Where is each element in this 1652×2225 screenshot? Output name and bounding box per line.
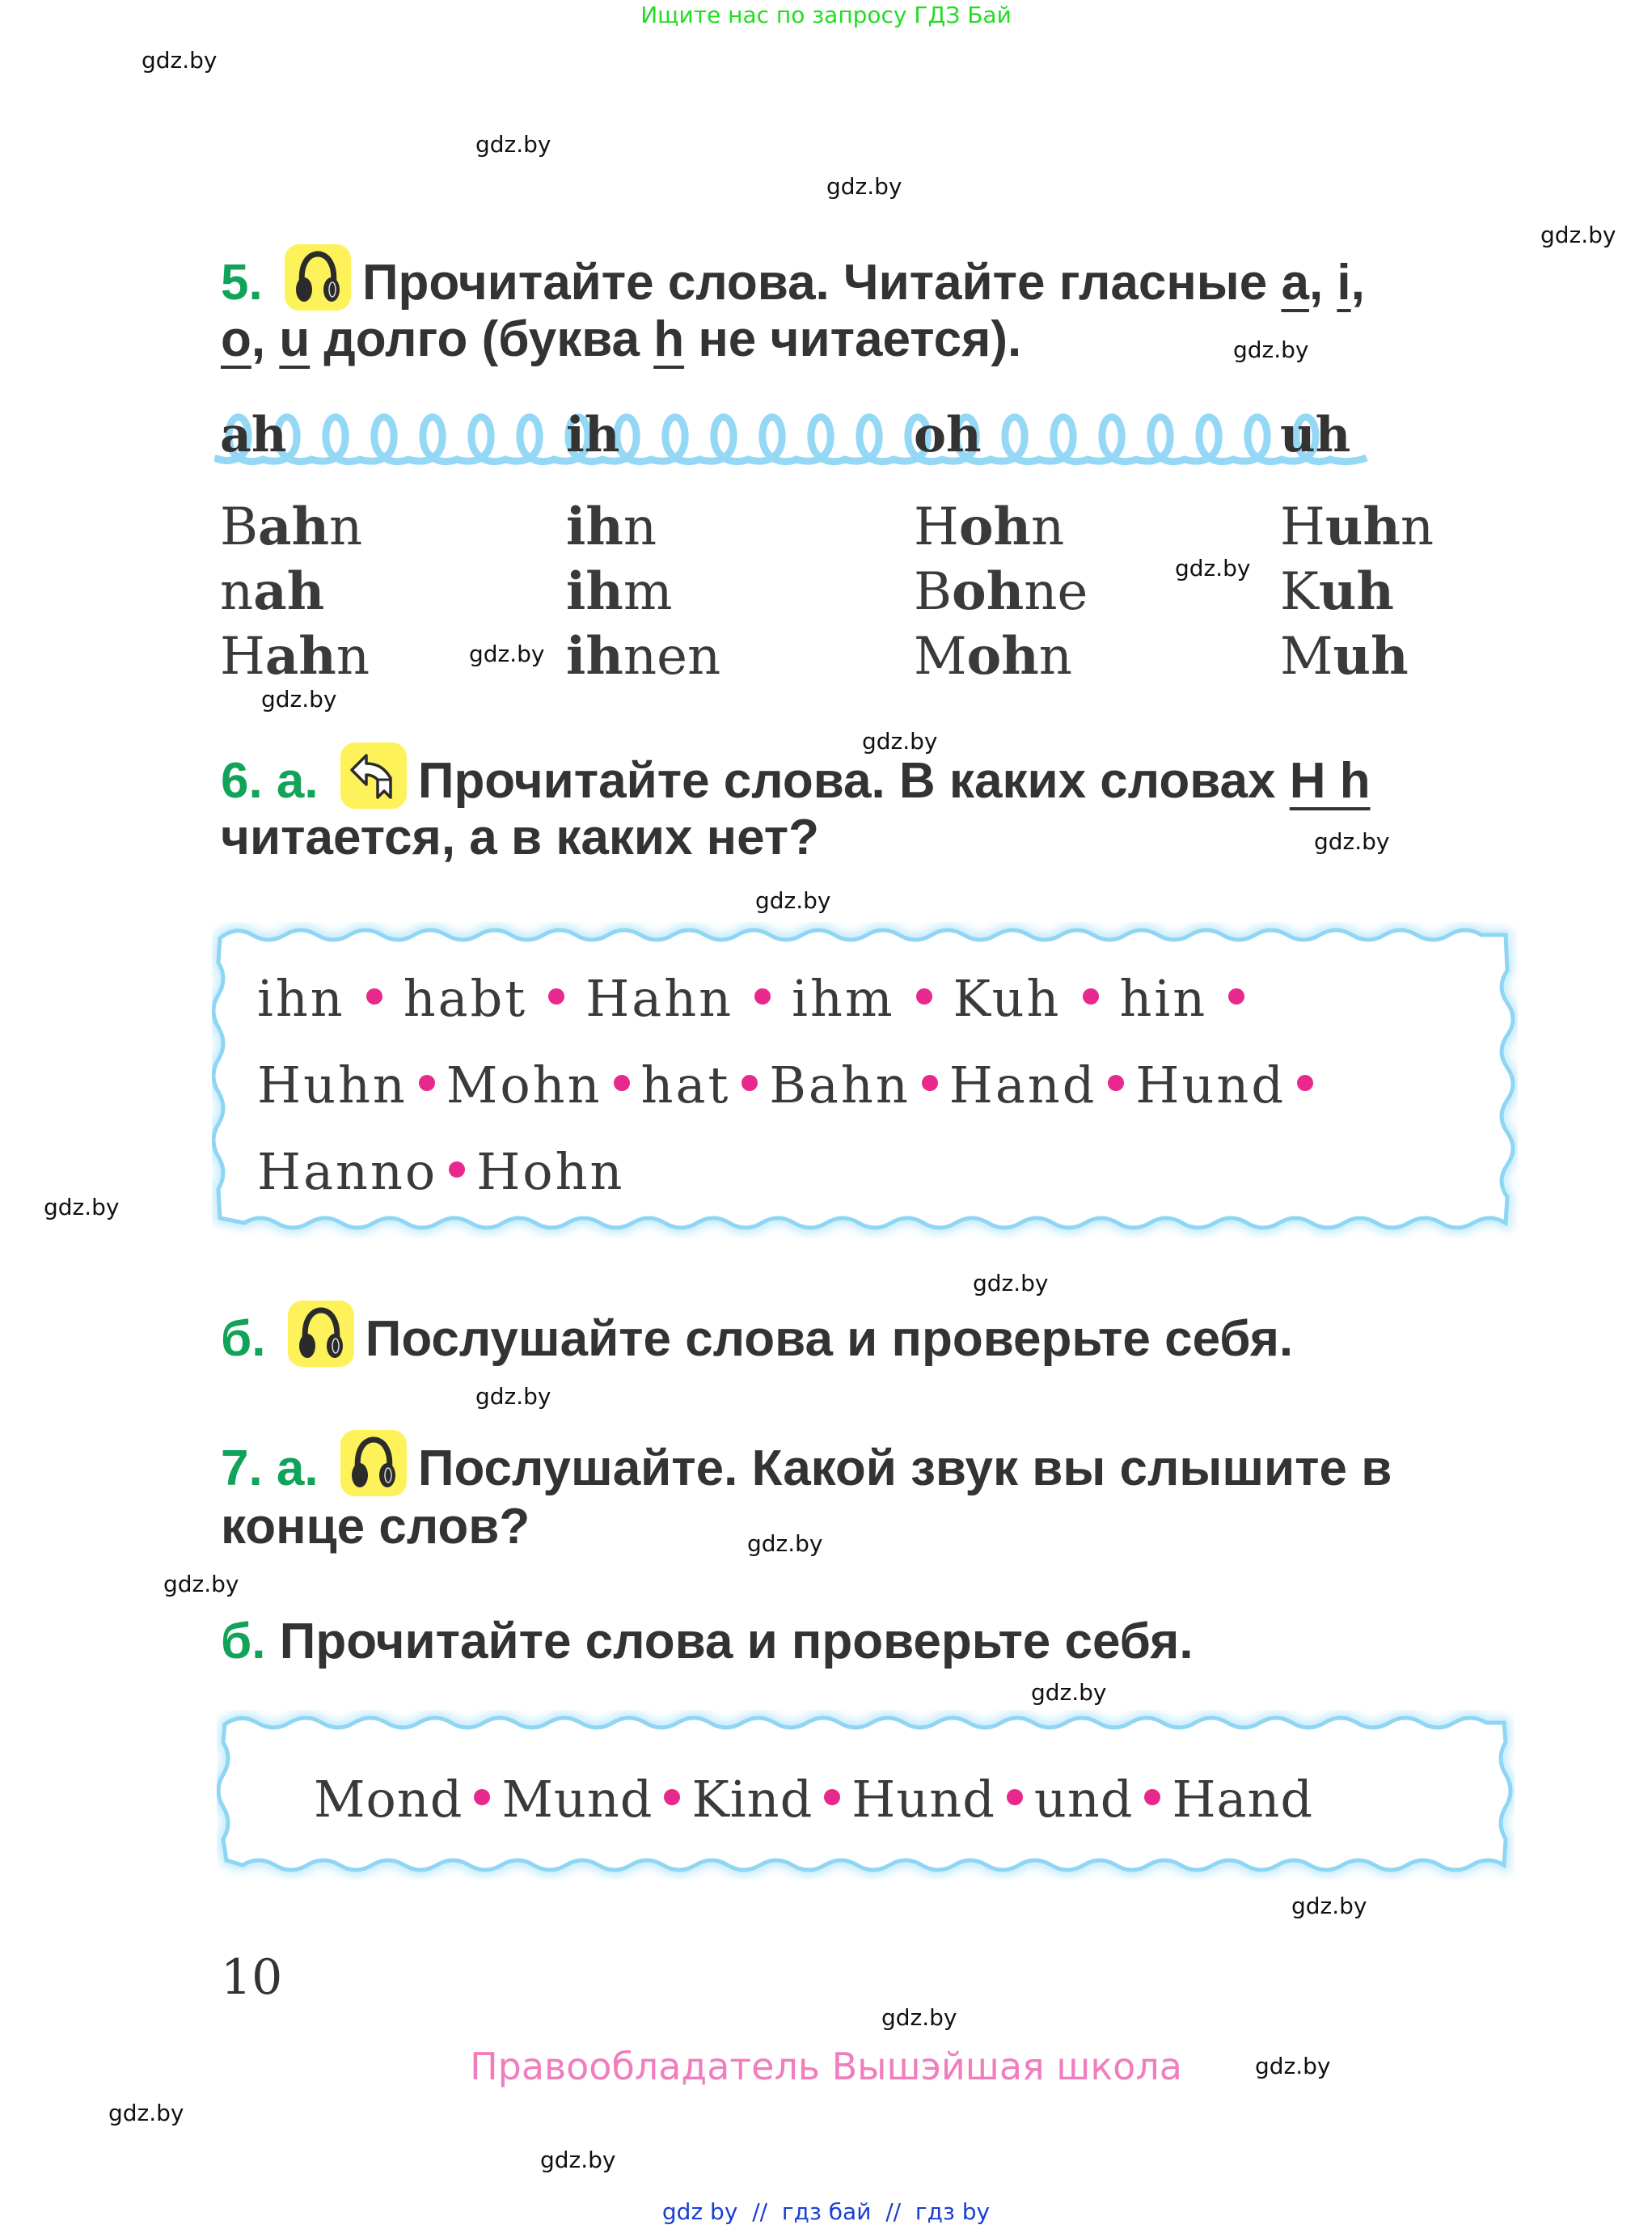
separator: , (1308, 255, 1337, 311)
footer-link-gdz-bai[interactable]: гдз бай (781, 2198, 872, 2225)
watermark: gdz.by (261, 686, 337, 713)
task6a-text: Прочитайте слова. В каких словах (417, 753, 1290, 809)
watermark: gdz.by (973, 1270, 1049, 1297)
task7b (221, 1610, 1194, 1674)
task-number: б. (221, 1311, 266, 1367)
separator: , (1350, 255, 1365, 311)
headphones-icon[interactable] (288, 1301, 354, 1367)
word: Mund (501, 1770, 653, 1829)
word: Hund (851, 1770, 995, 1829)
word: Hahn (585, 969, 734, 1028)
bullet-dot (1083, 988, 1099, 1005)
word-row (257, 969, 1265, 1028)
bullet-dot (916, 988, 932, 1005)
watermark: gdz.by (163, 1571, 239, 1597)
word-column-ah (220, 495, 370, 689)
task7b-text: Прочитайте слова и проверьте себя. (279, 1614, 1194, 1669)
separator: // (885, 2198, 902, 2225)
word: Kuh (1280, 561, 1394, 622)
headphones-icon[interactable] (285, 244, 351, 311)
letters-H-h: H h (1289, 753, 1371, 809)
word: ihn (566, 497, 657, 557)
copyright-holder: Правообладатель Вышэйшая школа (470, 2045, 1182, 2088)
column-header-ih: ih (566, 407, 620, 463)
page-number: 10 (221, 1949, 283, 2006)
bullet-dot (419, 1075, 435, 1091)
word: habt (403, 969, 528, 1028)
word: Mond (314, 1770, 463, 1829)
word: Huhn (257, 1055, 408, 1115)
separator: , (251, 311, 280, 367)
word: Bohne (914, 561, 1088, 622)
watermark: gdz.by (862, 728, 938, 755)
word: Hund (1135, 1055, 1287, 1115)
vowel-i: i (1337, 255, 1351, 311)
search-hint: Ищите нас по запросу ГДЗ Бай (640, 2, 1012, 28)
word: ihn (257, 969, 345, 1028)
word: Muh (1280, 626, 1409, 687)
word: Mohn (914, 626, 1072, 687)
word-row (257, 1055, 1325, 1115)
bullet-dot (754, 988, 771, 1005)
watermark: gdz.by (1255, 2053, 1331, 2079)
watermark: gdz.by (747, 1530, 823, 1557)
word: ihnen (566, 626, 721, 687)
bullet-dot (449, 1161, 465, 1178)
column-header-oh: oh (914, 407, 982, 463)
bullet-dot (922, 1075, 938, 1091)
watermark: gdz.by (1540, 222, 1616, 248)
bullet-dot (1297, 1075, 1313, 1091)
loop-line-decoration (214, 401, 1371, 466)
headphones-icon[interactable] (340, 1430, 407, 1496)
watermark: gdz.by (108, 2100, 184, 2126)
word: Bahn (769, 1055, 911, 1115)
task-number: 5. (221, 255, 263, 311)
task-number: б. (221, 1614, 266, 1669)
watermark: gdz.by (1233, 336, 1309, 363)
word: Hahn (220, 626, 370, 687)
watermark: gdz.by (475, 131, 551, 158)
task7a-text: Послушайте. Какой звук вы слышите в (417, 1440, 1392, 1496)
watermark: gdz.by (469, 641, 545, 667)
watermark: gdz.by (881, 2004, 957, 2031)
task5-text: не читается). (684, 311, 1022, 367)
word: Hohn (476, 1142, 625, 1201)
word: nah (220, 561, 325, 622)
word: und (1033, 1770, 1134, 1829)
watermark: gdz.by (1031, 1679, 1107, 1706)
bullet-dot (824, 1789, 840, 1805)
watermark: gdz.by (540, 2147, 616, 2173)
task6b-text: Послушайте слова и проверьте себя. (365, 1311, 1294, 1367)
watermark: gdz.by (755, 887, 831, 914)
word: Hand (949, 1055, 1097, 1115)
word: hin (1119, 969, 1208, 1028)
bullet-dot (548, 988, 564, 1005)
task-number: 6. а. (221, 753, 319, 809)
footer-link-gdz-by[interactable]: gdz by (661, 2198, 738, 2225)
reply-bookmark-icon[interactable] (340, 742, 407, 809)
footer-link-gdz-by-cyr[interactable]: гдз by (915, 2198, 991, 2225)
task-number: 7. а. (221, 1440, 319, 1496)
watermark: gdz.by (44, 1194, 120, 1220)
task6b (221, 1301, 1293, 1372)
watermark: gdz.by (1175, 555, 1251, 582)
bullet-dot (1007, 1789, 1023, 1805)
separator: // (752, 2198, 768, 2225)
word: ihm (792, 969, 895, 1028)
watermark: gdz.by (826, 173, 902, 200)
column-header-ah: ah (220, 407, 287, 463)
task6a-line2: читается, а в каких нет? (221, 810, 820, 865)
bullet-dot (664, 1789, 680, 1805)
watermark: gdz.by (1314, 828, 1390, 855)
watermark: gdz.by (475, 1383, 551, 1410)
word: Bahn (220, 497, 363, 557)
task7a-line2: конце слов? (221, 1499, 530, 1555)
task5-text: Прочитайте слова. Читайте гласные (361, 255, 1282, 311)
word: Hanno (257, 1142, 438, 1201)
task5-line1 (221, 244, 1365, 315)
vowel-a: a (1281, 255, 1309, 311)
task6a-line1 (221, 742, 1371, 814)
column-header-uh: uh (1280, 407, 1351, 463)
bullet-dot (741, 1075, 758, 1091)
watermark: gdz.by (1291, 1893, 1367, 1919)
task5-line2 (221, 307, 1021, 372)
task5-text: долго (буква (310, 311, 654, 367)
word: Huhn (1280, 497, 1434, 557)
word-row (257, 1142, 625, 1201)
word-column-oh (914, 495, 1088, 689)
word: Kuh (953, 969, 1062, 1028)
bullet-dot (1144, 1789, 1160, 1805)
letter-h: h (653, 311, 685, 367)
bullet-dot (1108, 1075, 1124, 1091)
vowel-o: o (221, 311, 251, 367)
vowel-u: u (279, 311, 311, 367)
word-column-uh (1280, 495, 1434, 689)
word-column-ih (566, 495, 720, 689)
word: Mohn (446, 1055, 602, 1115)
word: hat (640, 1055, 731, 1115)
bullet-dot (614, 1075, 630, 1091)
word: Hohn (914, 497, 1065, 557)
word-row (314, 1770, 1313, 1829)
word: ihm (566, 561, 673, 622)
watermark: gdz.by (142, 47, 218, 74)
bullet-dot (474, 1789, 490, 1805)
bullet-dot (366, 988, 382, 1005)
task7a-line1 (221, 1430, 1392, 1501)
word: Hand (1172, 1770, 1314, 1829)
bullet-dot (1228, 988, 1244, 1005)
footer-links (0, 2198, 1652, 2225)
word: Kind (691, 1770, 813, 1829)
